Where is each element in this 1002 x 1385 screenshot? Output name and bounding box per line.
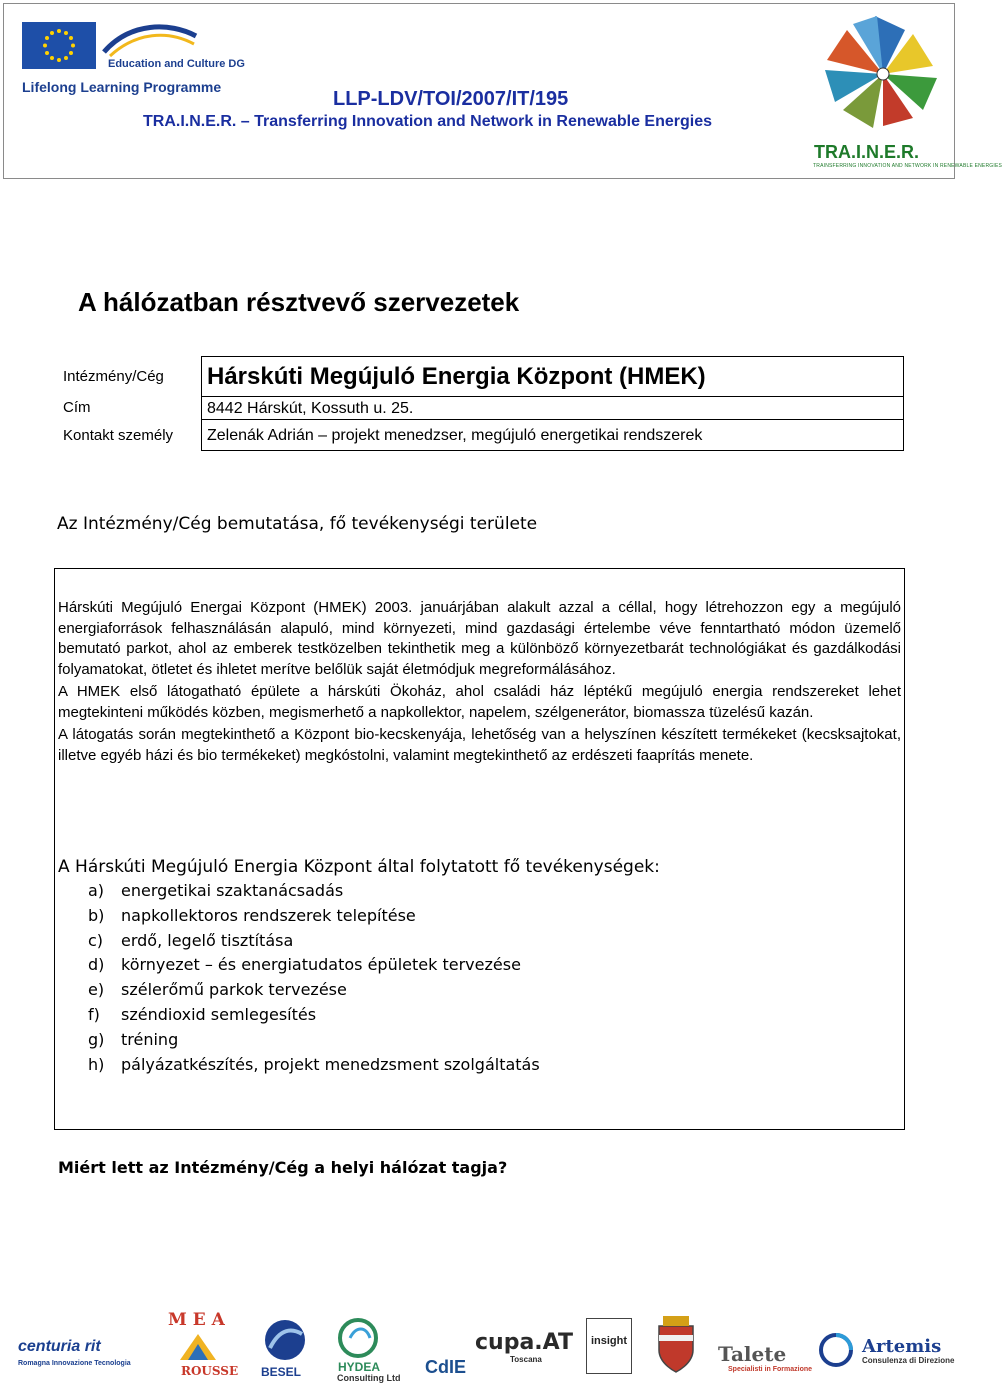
list-item-text: erdő, legelő tisztítása [121,930,294,950]
list-item-letter: e) [88,980,105,1000]
address-row [54,396,904,419]
description-text [58,598,901,768]
contact-value: Zelenák Adrián – projekt menedzser, megújuló energetikai rendszerek [201,419,904,451]
artemis-logo: Artemis [862,1336,942,1357]
talete-logo: Talete [718,1342,787,1366]
municipal-crest-icon [655,1314,697,1376]
project-title: TRA.I.N.E.R. – Transferring Innovation and Network in Renewable Energies [143,113,712,130]
mea-emblem-icon [176,1330,220,1364]
list-item [88,904,688,929]
activities-list [88,879,688,1077]
education-culture-text: Education and Culture DG [108,58,245,70]
trainer-logo-text: TRA.I.N.E.R. [814,142,920,162]
centuria-subtitle: Romagna Innovazione Tecnologia [18,1360,131,1367]
list-item-text: környezet – és energiatudatos épületek tervezése [121,955,521,975]
list-item-text: tréning [121,1029,179,1049]
list-item [88,978,688,1003]
list-item [88,1053,688,1078]
description-paragraph: A HMEK első látogatható épülete a hárskúti Ökoház, ahol családi ház léptékű megújuló energia rendszereket lehet megtekinteni működés közben, megismerhető a napkollektor, napelem, szélgenerátor, biomassza tüzelésű kazán. [58,683,901,721]
mea-subtitle: ROUSSE [181,1364,239,1378]
institution-label: Intézmény/Cég [63,367,164,385]
list-item [88,879,688,904]
cdie-logo: CdIE [425,1357,467,1377]
cupa-logo: cupa.AT [475,1330,573,1355]
activities-title: A Hárskúti Megújuló Energia Központ által folytatott fő tevékenységek: [58,857,660,877]
list-item-text: széndioxid semlegesítés [121,1004,317,1024]
hydea-logo: HYDEA [338,1360,381,1374]
list-item-text: energetikai szaktanácsadás [121,881,344,900]
eu-flag-logo [22,22,96,69]
cupa-subtitle: Toscana [510,1355,542,1364]
address-value: 8442 Hárskút, Kossuth u. 25. [201,396,904,419]
list-item-letter: f) [88,1004,100,1024]
list-item-letter: c) [88,930,104,950]
page-title: A hálózatban résztvevő szervezetek [78,287,520,317]
education-culture-logo [100,18,200,60]
contact-row [54,419,904,451]
list-item-letter: h) [88,1054,105,1074]
besel-emblem-icon [262,1318,308,1362]
list-item [88,929,688,954]
artemis-subtitle: Consulenza di Direzione [862,1356,955,1365]
address-label: Cím [63,399,91,416]
list-item [88,1003,688,1028]
list-item-letter: a) [88,881,105,900]
insight-logo: insight [586,1318,632,1374]
membership-question: Miért lett az Intézmény/Cég a helyi hálózat tagja? [58,1158,508,1177]
lifelong-learning-text: Lifelong Learning Programme [22,79,222,95]
trainer-logo-subtitle: TRAINSFERRING INNOVATION AND NETWORK IN RENEWABLE ENERGIES [813,163,1002,169]
hydea-subtitle: Consulting Ltd [337,1373,401,1383]
list-item-text: pályázatkészítés, projekt menedzsment szolgáltatás [121,1054,540,1074]
list-item-letter: d) [88,955,105,975]
project-code: LLP-LDV/TOI/2007/IT/195 [333,88,569,110]
list-item-text: napkollektoros rendszerek telepítése [121,905,416,925]
contact-label: Kontakt személy [63,426,174,444]
section-heading: Az Intézmény/Cég bemutatása, fő tevékenységi területe [57,514,538,534]
institution-row [54,356,904,396]
besel-logo: BESEL [261,1365,302,1379]
list-item [88,1028,688,1053]
talete-subtitle: Specialisti in Formazione [728,1366,813,1373]
description-paragraph: Hárskúti Megújuló Energai Központ (HMEK) 2003. januárjában alakult azzal a céllal, hogy létrehozzon egy a megújuló energiaforrások felhasználásán alapuló, mind környezeti, mind gazdasági értelembe véve fenntartható módon üzemelő bemutató parkot, ahol az emberek testközelben tekinthetik meg a különböző környezetbarát technológiákat és gazdálkodási folyamatokat, ötletet és ihletet merítve belőlük saját életmódjuk megreformálásához. [58,599,901,678]
institution-value: Hárskúti Megújuló Energia Központ (HMEK) [201,356,904,396]
hydea-emblem-icon [336,1316,388,1362]
artemis-emblem-icon [818,1332,856,1368]
list-item-letter: g) [88,1029,105,1049]
list-item [88,953,688,978]
mea-logo: M E A [168,1310,225,1330]
description-paragraph: A látogatás során megtekinthető a Központ bio-kecskenyája, lehetőség van a helyszínen készített termékeket (kecsksajtokat, illetve egyéb házi és bio termékeket) megkóstolni, valamint megtekinthető az erdészeti faaprítás menete. [58,726,901,764]
list-item-letter: b) [88,905,105,925]
info-table [54,356,904,451]
list-item-text: szélerőmű parkok tervezése [121,980,347,1000]
centuria-logo: centuria rit [18,1338,101,1355]
